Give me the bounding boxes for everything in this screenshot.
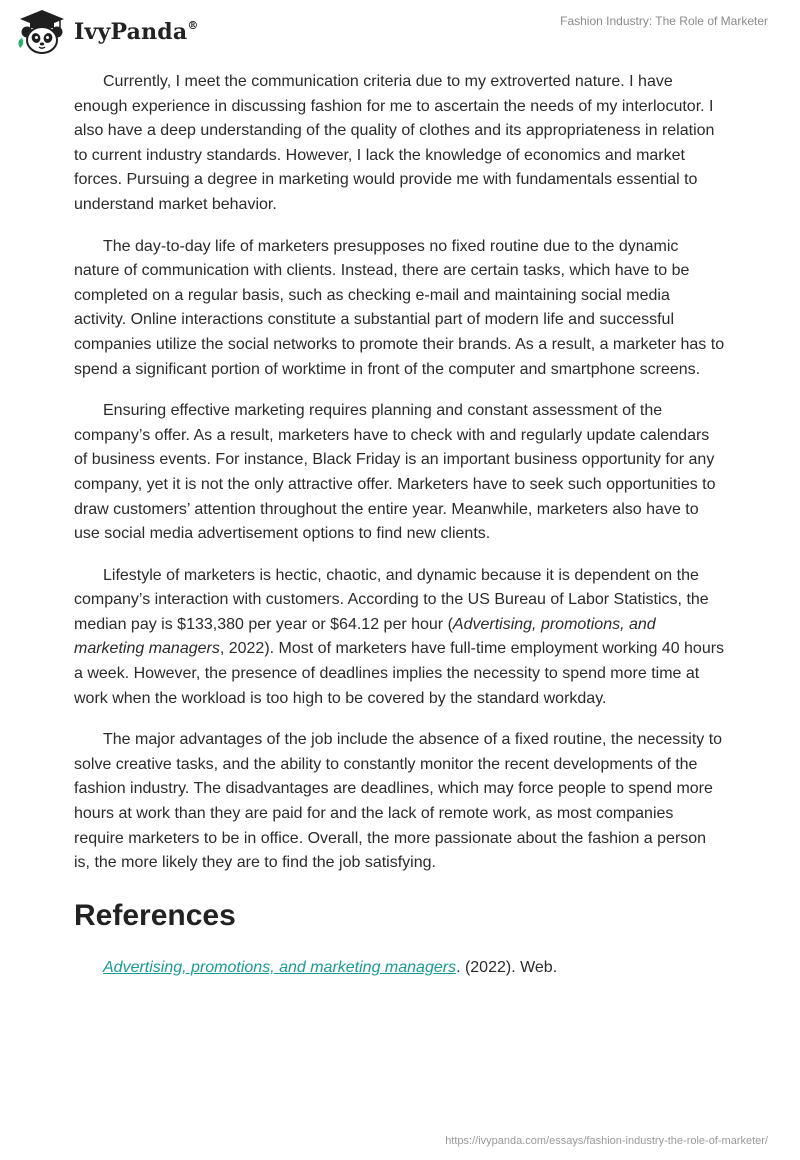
- page-header: [0, 0, 800, 66]
- panda-graduate-icon: [16, 8, 68, 56]
- paragraph-day-to-day: The day-to-day life of marketers presupposes no fixed routine due to the dynamic nature of communication with clients. Instead, there are certain tasks, which have to be completed on a regular basis, such as checking e-mail and maintaining social media activity. Online interactions constitute a substantial part of modern life and successful companies utilize the social networks to promote their brands. As a result, a marketer has to spend a significant portion of worktime in front of the computer and smartphone screens.: [74, 237, 725, 378]
- ivypanda-logo[interactable]: [16, 8, 199, 56]
- paragraph-advantages: The major advantages of the job include the absence of a fixed routine, the necessity to solve creative tasks, and the ability to constantly monitor the recent developments of the fashion industry. The disadvantages are deadlines, which may force people to spend more hours at work than they are paid for and the lack of remote work, as most companies require marketers to be in office. Overall, the more passionate about the fashion a person is, the more likely they are to find the job satisfying.: [74, 731, 723, 872]
- essay-body: [74, 70, 726, 980]
- logo-text: IvyPanda®: [74, 18, 199, 45]
- reference-link[interactable]: Advertising, promotions, and marketing managers: [103, 958, 457, 976]
- document-title: Fashion Industry: The Role of Marketer: [560, 14, 768, 28]
- references-heading: References: [74, 898, 236, 932]
- reference-item: Advertising, promotions, and marketing managers. (2022). Web.: [103, 958, 558, 976]
- paragraph-planning: Ensuring effective marketing requires planning and constant assessment of the company’s offer. As a result, marketers have to check with and regularly update calendars of business events. For instance, Black Friday is an important business opportunity for any company, yet it is not the only attractive offer. Marketers have to seek such opportunities to draw customers’ attention throughout the entire year. Meanwhile, marketers also have to use social media advertisement options to find new clients.: [74, 402, 716, 543]
- citation-italic: Advertising, promotions, and marketing managers: [74, 615, 656, 658]
- paragraph-communication: Currently, I meet the communication criteria due to my extroverted nature. I have enough experience in discussing fashion for me to ascertain the needs of my interlocutor. I also have a deep understanding of the quality of clothes and its appropriateness in relation to current industry standards. However, I lack the knowledge of economics and market forces. Pursuing a degree in marketing would provide me with fundamentals essential to understand market behavior.: [74, 73, 715, 213]
- paragraph-lifestyle: Lifestyle of marketers is hectic, chaotic, and dynamic because it is dependent on the company’s interaction with customers. According to the US Bureau of Labor Statistics, the median pay is $133,380 per year or $64.12 per hour (Advertising, promotions, and marketing managers, 2022). Most of marketers have full-time employment working 40 hours a week. However, the presence of deadlines implies the necessity to spend more time at work when the workload is too high to be covered by the standard workday.: [74, 566, 725, 707]
- footer-url[interactable]: https://ivypanda.com/essays/fashion-industry-the-role-of-marketer/: [445, 1135, 768, 1147]
